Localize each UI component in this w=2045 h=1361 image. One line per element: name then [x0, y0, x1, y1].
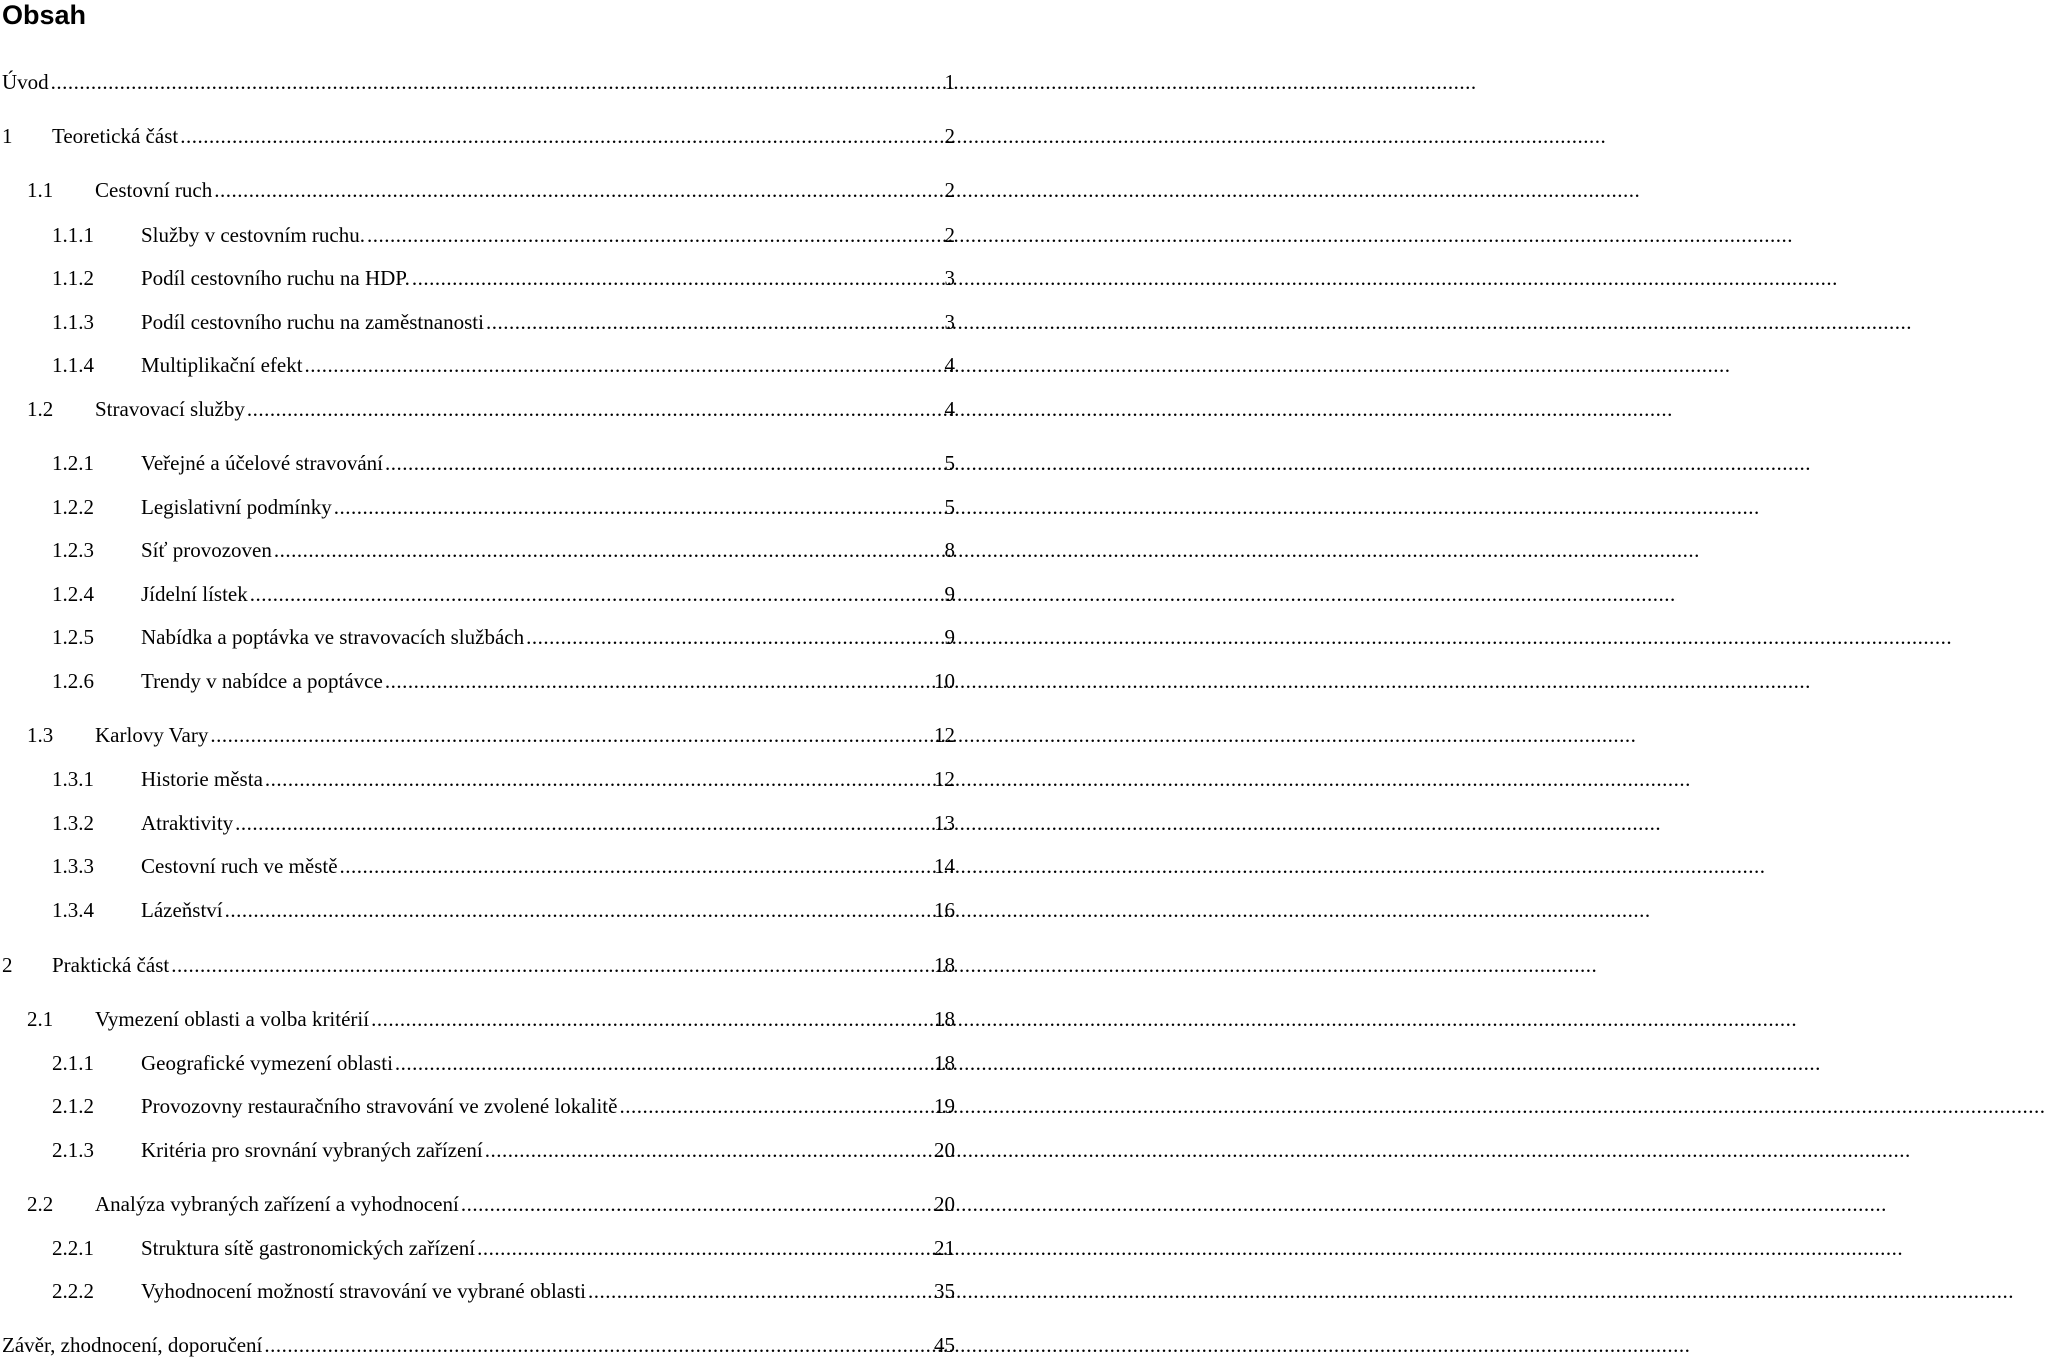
toc-entry-title: Služby v cestovním ruchu.: [141, 223, 365, 247]
toc-entry[interactable]: [52, 808, 955, 838]
dot-leader: [264, 1330, 933, 1360]
toc-entry-page: 5: [944, 451, 955, 475]
toc-entry-number: 2: [2, 953, 13, 977]
dot-leader: [619, 1091, 933, 1121]
toc-entry[interactable]: [2, 950, 955, 980]
dot-leader: [180, 121, 943, 151]
toc-entry[interactable]: [52, 622, 955, 652]
toc-entry-page: 20: [934, 1138, 955, 1162]
toc-entry[interactable]: [52, 1091, 955, 1121]
dot-leader: [247, 394, 944, 424]
toc-entry-title: Kritéria pro srovnání vybraných zařízení: [141, 1138, 483, 1162]
toc-entry-title: Trendy v nabídce a poptávce: [141, 669, 383, 693]
toc-entry-title: Praktická část: [52, 953, 170, 977]
toc-entry-page: 18: [934, 953, 955, 977]
table-of-contents: [0, 0, 960, 1361]
toc-entry-number: 1: [2, 124, 13, 148]
toc-entry-page: 18: [934, 1007, 955, 1031]
dot-leader: [367, 220, 944, 250]
toc-entry-number: 2.2: [27, 1192, 54, 1216]
dot-leader: [485, 1135, 933, 1165]
dot-leader: [385, 448, 944, 478]
toc-entry[interactable]: [52, 1276, 955, 1306]
toc-entry-title: Teoretická část: [52, 124, 179, 148]
toc-entry-page: 9: [944, 625, 955, 649]
toc-entry-title: Nabídka a poptávka ve stravovacích službách: [141, 625, 525, 649]
dot-leader: [171, 950, 933, 980]
toc-entry-title: Závěr, zhodnocení, doporučení: [2, 1333, 263, 1357]
toc-entry-page: 5: [944, 495, 955, 519]
toc-entry-number: 2.1.2: [52, 1094, 94, 1118]
toc-entry[interactable]: [27, 720, 955, 750]
dot-leader: [486, 307, 944, 337]
toc-entry-title: Podíl cestovního ruchu na zaměstnanosti: [141, 310, 484, 334]
dot-leader: [477, 1233, 933, 1263]
dot-leader: [371, 1004, 933, 1034]
toc-heading: Obsah: [2, 0, 87, 30]
toc-entry-title: Cestovní ruch ve městě: [141, 854, 338, 878]
toc-entry-page: 16: [934, 898, 955, 922]
toc-entry-page: 2: [944, 223, 955, 247]
toc-entry-number: 1.2.5: [52, 625, 94, 649]
toc-entry-title: Síť provozoven: [141, 538, 272, 562]
toc-entry-number: 2.1.1: [52, 1051, 94, 1075]
dot-leader: [340, 851, 933, 881]
toc-entry-number: 1.3.4: [52, 898, 94, 922]
dot-leader: [214, 175, 943, 205]
dot-leader: [305, 350, 944, 380]
toc-entry[interactable]: [27, 1189, 955, 1219]
dot-leader: [210, 720, 933, 750]
toc-entry[interactable]: [52, 1135, 955, 1165]
toc-entry-title: Historie města: [141, 767, 263, 791]
toc-entry-number: 1.1.1: [52, 223, 94, 247]
dot-leader: [265, 764, 933, 794]
toc-entry-page: 35: [934, 1279, 955, 1303]
dot-leader: [51, 67, 944, 97]
toc-entry-title: Cestovní ruch: [95, 178, 213, 202]
toc-entry-title: Multiplikační efekt: [141, 353, 303, 377]
toc-entry-title: Vymezení oblasti a volba kritérií: [95, 1007, 370, 1031]
toc-entry-title: Provozovny restauračního stravování ve zvolené lokalitě: [141, 1094, 618, 1118]
toc-entry[interactable]: [52, 764, 955, 794]
toc-entry[interactable]: [52, 579, 955, 609]
dot-leader: [274, 535, 944, 565]
toc-entry-title: Struktura sítě gastronomických zařízení: [141, 1236, 476, 1260]
toc-entry-title: Atraktivity: [141, 811, 234, 835]
toc-entry-number: 1.1: [27, 178, 54, 202]
toc-entry-number: 1.2.6: [52, 669, 94, 693]
toc-entry[interactable]: [52, 307, 955, 337]
toc-entry-number: 1.1.4: [52, 353, 94, 377]
toc-entry-page: 2: [944, 124, 955, 148]
toc-entry-title: Vyhodnocení možností stravování ve vybrané oblasti: [141, 1279, 586, 1303]
toc-entry-page: 3: [944, 266, 955, 290]
toc-entry-number: 1.2.2: [52, 495, 94, 519]
dot-leader: [395, 1048, 933, 1078]
toc-entry-page: 21: [934, 1236, 955, 1260]
dot-leader: [385, 666, 933, 696]
toc-entry-page: 10: [934, 669, 955, 693]
toc-entry-page: 13: [934, 811, 955, 835]
toc-entry[interactable]: [2, 67, 955, 97]
toc-entry[interactable]: [27, 175, 955, 205]
dot-leader: [334, 492, 944, 522]
toc-entry-number: 1.2.3: [52, 538, 94, 562]
toc-entry[interactable]: [52, 492, 955, 522]
toc-entry-title: Karlovy Vary: [95, 723, 209, 747]
toc-entry-title: Podíl cestovního ruchu na HDP.: [141, 266, 410, 290]
toc-entry[interactable]: [27, 394, 955, 424]
dot-leader: [250, 579, 944, 609]
dot-leader: [412, 263, 944, 293]
toc-entry-title: Geografické vymezení oblasti: [141, 1051, 393, 1075]
toc-entry[interactable]: [27, 1004, 955, 1034]
toc-entry[interactable]: [2, 1330, 955, 1360]
toc-entry-number: 1.3: [27, 723, 54, 747]
toc-entry-page: 45: [934, 1333, 955, 1357]
toc-entry-title: Úvod: [2, 70, 49, 94]
toc-entry-number: 1.1.2: [52, 266, 94, 290]
toc-entry-page: 4: [944, 353, 955, 377]
toc-entry-page: 2: [944, 178, 955, 202]
toc-entry-number: 1.1.3: [52, 310, 94, 334]
toc-entry-title: Jídelní lístek: [141, 582, 248, 606]
toc-entry-title: Stravovací služby: [95, 397, 245, 421]
dot-leader: [235, 808, 933, 838]
toc-entry-page: 8: [944, 538, 955, 562]
toc-entry[interactable]: [52, 1048, 955, 1078]
toc-entry[interactable]: [52, 448, 955, 478]
toc-entry[interactable]: [52, 851, 955, 881]
toc-entry[interactable]: [52, 263, 955, 293]
toc-entry-number: 1.2.4: [52, 582, 94, 606]
dot-leader: [526, 622, 943, 652]
toc-entry-number: 2.1.3: [52, 1138, 94, 1162]
toc-entry-title: Analýza vybraných zařízení a vyhodnocení: [95, 1192, 459, 1216]
dot-leader: [225, 895, 933, 925]
toc-entry-title: Lázeňství: [141, 898, 223, 922]
toc-entry[interactable]: [52, 666, 955, 696]
toc-entry-number: 2.2.2: [52, 1279, 94, 1303]
toc-entry-number: 1.2: [27, 397, 54, 421]
toc-entry-page: 4: [944, 397, 955, 421]
toc-entry-page: 20: [934, 1192, 955, 1216]
toc-entry-page: 18: [934, 1051, 955, 1075]
toc-entry-title: Legislativní podmínky: [141, 495, 332, 519]
toc-entry-number: 2.2.1: [52, 1236, 94, 1260]
toc-entry-page: 14: [934, 854, 955, 878]
toc-entry[interactable]: [52, 535, 955, 565]
toc-entry[interactable]: [52, 350, 955, 380]
toc-entry-page: 1: [944, 70, 955, 94]
toc-entry-number: 1.2.1: [52, 451, 94, 475]
toc-entry-page: 9: [944, 582, 955, 606]
dot-leader: [588, 1276, 933, 1306]
toc-entry-page: 3: [944, 310, 955, 334]
toc-entry-page: 19: [934, 1094, 955, 1118]
toc-entry[interactable]: [52, 220, 955, 250]
toc-entry-page: 12: [934, 767, 955, 791]
toc-entry-number: 2.1: [27, 1007, 54, 1031]
toc-entry-number: 1.3.1: [52, 767, 94, 791]
dot-leader: [461, 1189, 933, 1219]
toc-entry-page: 12: [934, 723, 955, 747]
toc-entry[interactable]: [2, 121, 955, 151]
toc-entry-number: 1.3.2: [52, 811, 94, 835]
toc-entry-title: Veřejné a účelové stravování: [141, 451, 383, 475]
toc-entry[interactable]: [52, 1233, 955, 1263]
toc-entry[interactable]: [52, 895, 955, 925]
toc-entry-number: 1.3.3: [52, 854, 94, 878]
